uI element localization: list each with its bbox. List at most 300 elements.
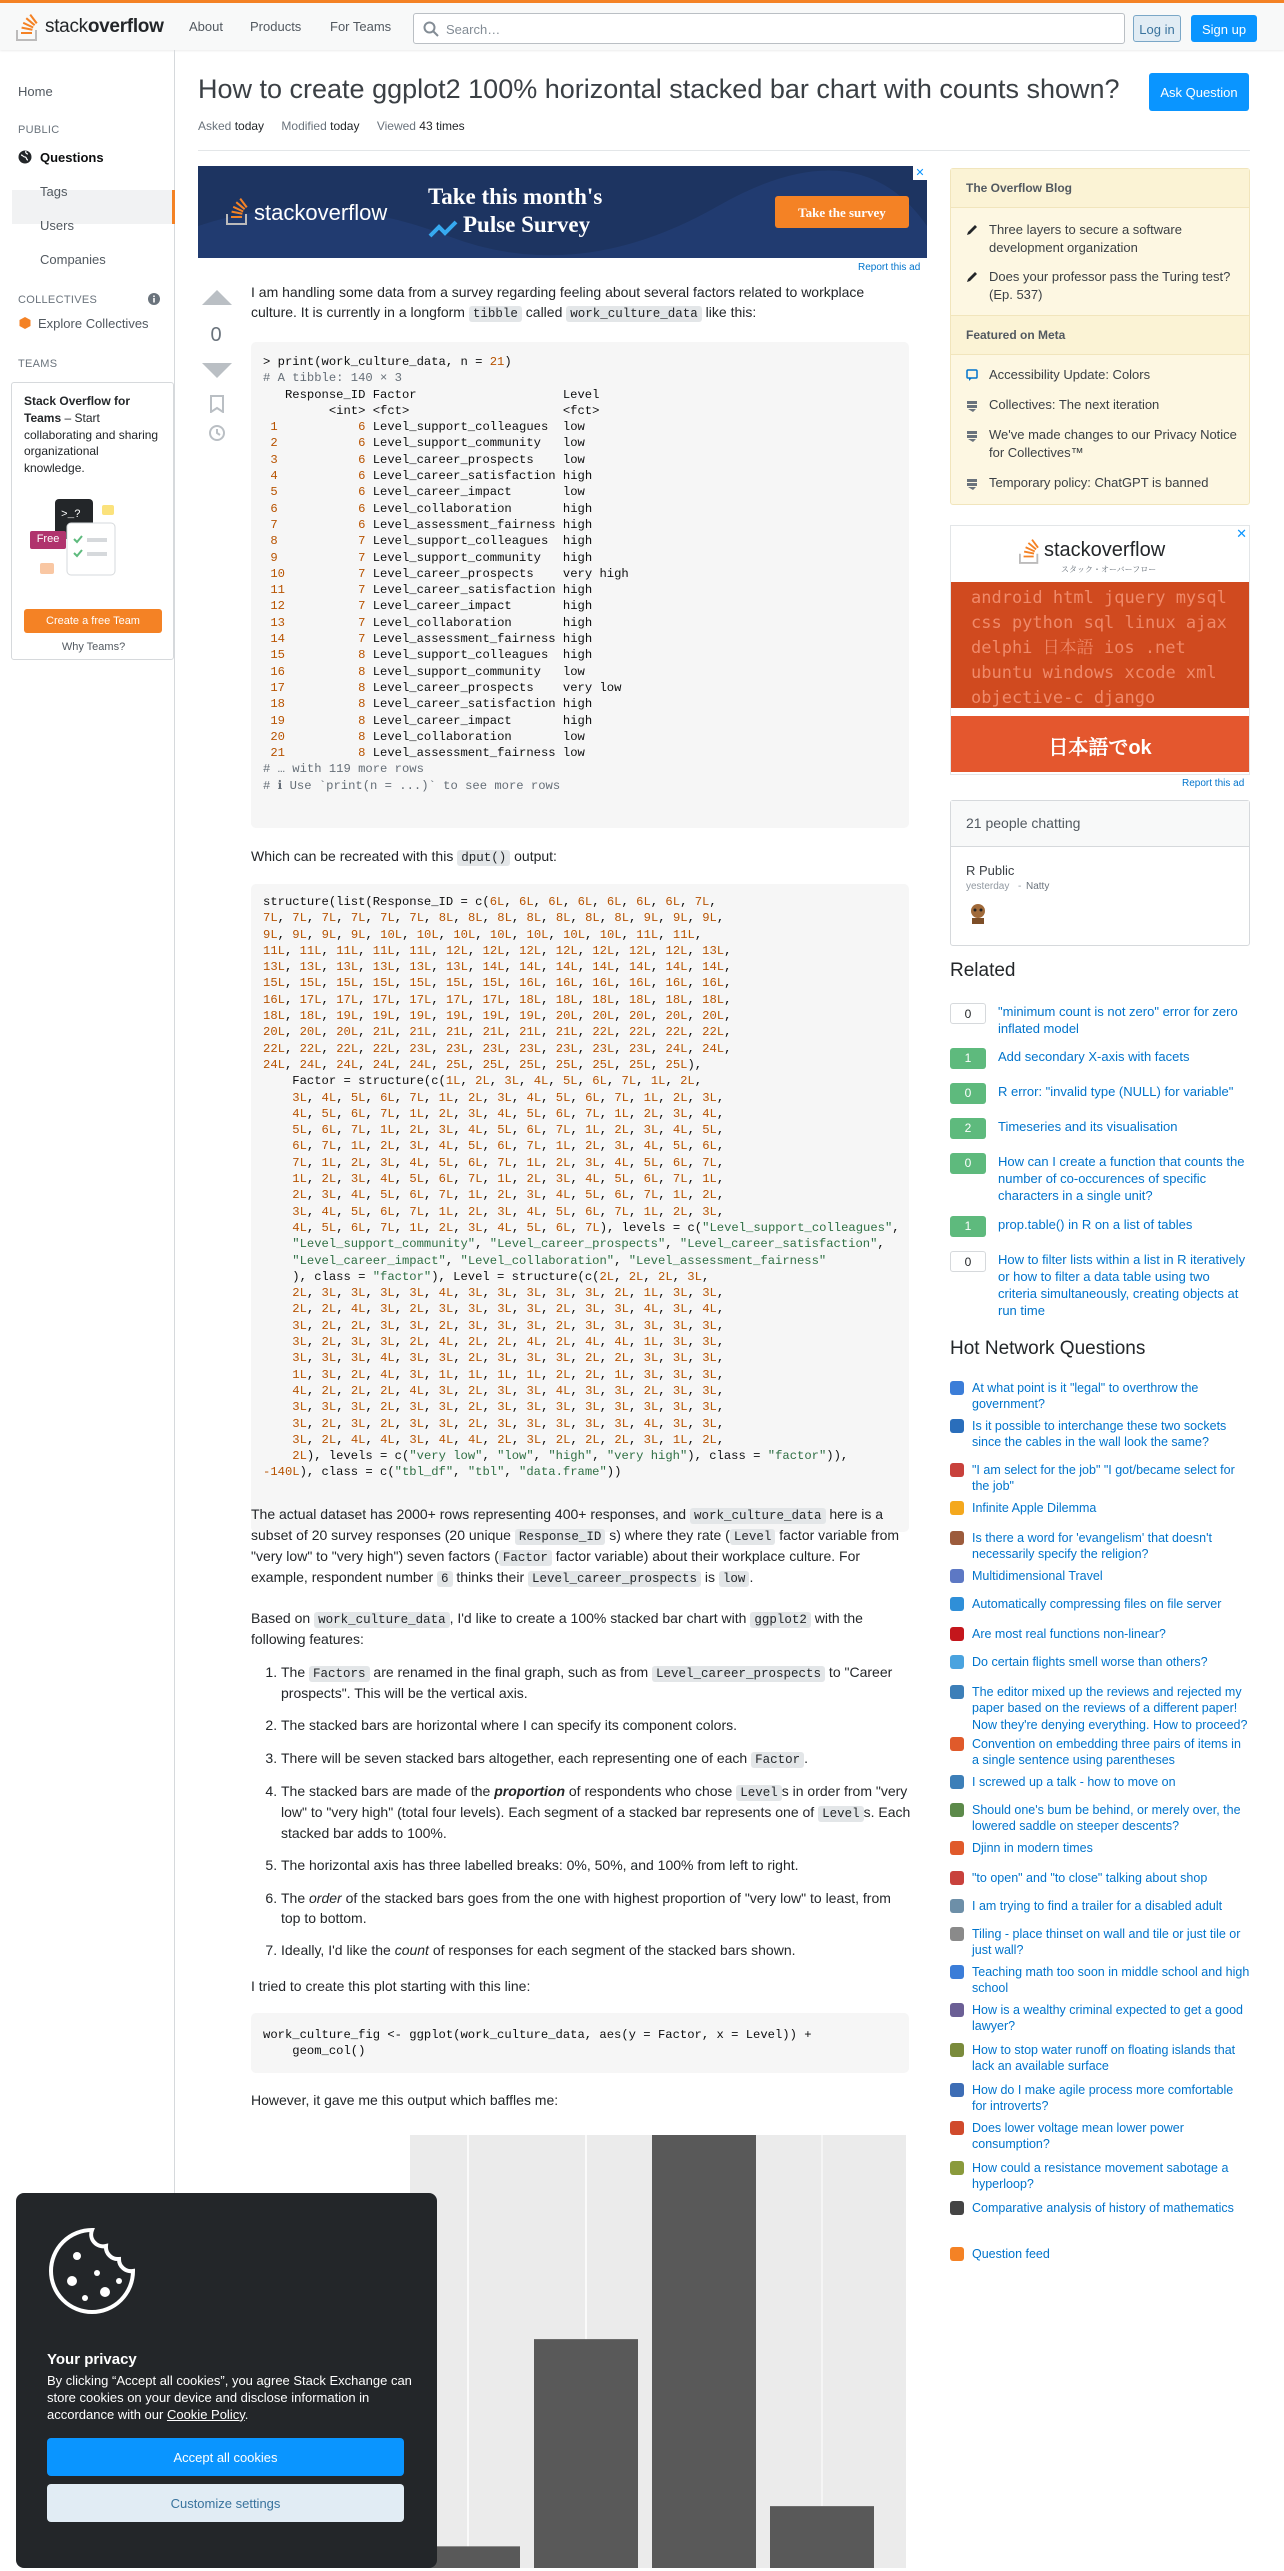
hot-question-link[interactable]: Djinn in modern times	[972, 1841, 1093, 1855]
code-line: "Level_support_community", "Level_career_prospects", "Level_career_satisfaction",	[292, 1237, 885, 1252]
code-line: 3L, 2L, 2L, 3L, 3L, 2L, 3L, 3L, 3L, 2L, 3L, 3L, 3L, 3L, 3L,	[292, 1318, 725, 1333]
customize-cookies-button[interactable]: Customize settings	[47, 2484, 404, 2522]
chat-when: yesterday	[966, 881, 1010, 892]
site-favicon-icon	[950, 2043, 964, 2057]
meta-item-4[interactable]: Temporary policy: ChatGPT is banned	[989, 475, 1209, 490]
row-factor: Level_support_community	[372, 664, 563, 679]
stackoverflow-logo-icon	[226, 196, 250, 226]
hot-question-link[interactable]: Is it possible to interchange these two sockets since the cables in the wall look the same?	[972, 1419, 1227, 1450]
row-id: 7	[284, 615, 366, 630]
viewed-label: Viewed	[376, 119, 416, 133]
row-index: 6	[263, 501, 285, 516]
answer-count-badge: 0	[950, 1251, 986, 1272]
site-favicon-icon	[950, 2121, 964, 2135]
row-index: 5	[263, 485, 285, 500]
hot-question-link[interactable]: Should one's bum be behind, or merely over, the lowered saddle on steeper descents?	[972, 1803, 1241, 1834]
post-paragraph-6: However, it gave me this output which baffles me:	[251, 2092, 559, 2108]
related-link[interactable]: prop.table() in R on a list of tables	[998, 1217, 1193, 1232]
row-id: 7	[284, 550, 366, 565]
vote-count: 0	[210, 324, 222, 346]
history-icon[interactable]	[208, 424, 226, 442]
row-factor: Level_support_colleagues	[372, 420, 563, 435]
question-title[interactable]: How to create ggplot2 100% horizontal stacked bar chart with counts shown?	[198, 74, 1120, 104]
row-index: 9	[263, 550, 285, 565]
row-index: 8	[263, 534, 285, 549]
inline-code: work_culture_data	[566, 306, 702, 322]
site-favicon-icon	[950, 1841, 964, 1855]
inline-code: tibble	[469, 306, 522, 322]
row-id: 8	[284, 713, 366, 728]
code-line: 15L, 15L, 15L, 15L, 15L, 15L, 15L, 16L, 16L, 16L, 16L, 16L, 16L,	[263, 976, 732, 991]
blog-item-2[interactable]: Does your professor pass the Turing test? (Ep. 537)	[989, 269, 1231, 302]
row-level: high	[562, 599, 593, 614]
list-item: 2. The stacked bars are horizontal where I can specify its component colors.	[281, 1715, 911, 1735]
row-id: 6	[284, 452, 366, 467]
nav-explore-collectives[interactable]: Explore Collectives	[38, 316, 149, 331]
search-placeholder: Search…	[446, 22, 501, 37]
post-paragraph-4: Based on work_culture_data , I'd like to create a 100% stacked bar chart with ggplot2 with the following features:	[251, 1610, 863, 1648]
row-index: 13	[263, 615, 285, 630]
stack-exchange-icon	[966, 429, 978, 442]
user-avatar-icon	[966, 901, 990, 925]
row-level: high	[562, 648, 593, 663]
chat-title[interactable]: 21 people chatting	[951, 801, 1249, 847]
row-id: 6	[284, 485, 366, 500]
ad-close-icon[interactable]: ✕	[1236, 526, 1247, 541]
post-paragraph-1: I am handling some data from a survey regarding feeling about several factors related to workplace culture. It is currently in a longform tibble called work_culture_data like this:	[251, 284, 865, 322]
login-button[interactable]: Log in	[1133, 15, 1181, 42]
row-factor: Level_collaboration	[372, 729, 563, 744]
chart-bar	[770, 2506, 874, 2568]
meta-item-2[interactable]: Collectives: The next iteration	[989, 397, 1160, 412]
row-level: high	[562, 534, 593, 549]
code-line: 3L, 2L, 4L, 4L, 3L, 4L, 4L, 2L, 3L, 2L, 2L, 2L, 3L, 1L, 2L,	[292, 1432, 725, 1447]
top-bar	[0, 0, 1284, 50]
bookmark-icon[interactable]	[210, 395, 224, 413]
site-favicon-icon	[950, 2201, 964, 2215]
hot-question-link[interactable]: Are most real functions non-linear?	[972, 1627, 1166, 1641]
side-ad-tag-line: android html jquery mysql	[971, 588, 1227, 608]
answer-count-badge: 0	[950, 1153, 986, 1174]
cookie-icon	[47, 2226, 137, 2316]
site-favicon-icon	[950, 1419, 964, 1433]
banner-survey-button[interactable]: Take the survey	[775, 196, 909, 228]
rss-icon	[950, 2247, 964, 2261]
pencil-icon	[966, 224, 978, 236]
code-line: 2L), levels = c("very low", "low", "high", "very high"), class = "factor")),	[292, 1449, 849, 1464]
blog-item-1[interactable]: Three layers to secure a software development organization	[989, 222, 1182, 255]
row-level: high	[562, 697, 593, 712]
row-id: 6	[284, 420, 366, 435]
hot-question-link[interactable]: Comparative analysis of history of mathematics	[972, 2201, 1234, 2215]
row-factor: Level_support_community	[372, 550, 563, 565]
code-line: 7L, 7L, 7L, 7L, 7L, 7L, 8L, 8L, 8L, 8L, 8L, 8L, 8L, 9L, 9L, 9L,	[263, 911, 725, 926]
row-level: low	[562, 485, 585, 500]
stack-exchange-icon	[966, 477, 978, 490]
side-ad-tag-line: css python sql linux ajax	[971, 613, 1227, 633]
site-favicon-icon	[950, 1737, 964, 1751]
trend-up-icon	[428, 218, 458, 240]
row-index: 4	[263, 469, 285, 484]
code-line: Factor = structure(c(1L, 2L, 3L, 4L, 5L, 6L, 7L, 1L, 2L,	[263, 1074, 703, 1089]
hot-question-link[interactable]: "to open" and "to close" talking about shop	[972, 1871, 1208, 1885]
row-index: 19	[263, 713, 285, 728]
answer-count-badge: 0	[950, 1083, 986, 1104]
code-line: 2L, 3L, 3L, 3L, 3L, 4L, 3L, 3L, 3L, 3L, 3L, 2L, 1L, 3L, 3L,	[292, 1286, 725, 1301]
nav-tags[interactable]: Tags	[40, 184, 68, 199]
answer-count-badge: 0	[950, 1003, 986, 1024]
site-favicon-icon	[950, 1965, 964, 1979]
overflow-blog-widget	[950, 168, 1250, 505]
question-feed-label[interactable]: Question feed	[972, 2247, 1050, 2261]
blog-heading: The Overflow Blog	[951, 169, 1249, 208]
banner-brand: stackoverflow	[254, 200, 388, 225]
hot-question-link[interactable]: How is a wealthy criminal expected to get a good lawyer?	[972, 2003, 1243, 2034]
side-ad-tag-line: ubuntu windows xcode xml	[971, 663, 1217, 683]
row-factor: Level_career_impact	[372, 599, 563, 614]
hot-question-link[interactable]: The editor mixed up the reviews and rejected my paper based on the reviews of a different paper! Now they're denying everything. How to proceed?	[972, 1685, 1248, 1732]
row-index: 14	[263, 632, 285, 647]
list-item: 3. There will be seven stacked bars altogether, each representing one of each Factor .	[281, 1748, 911, 1769]
row-id: 8	[284, 729, 366, 744]
row-level: high	[562, 517, 593, 532]
code-line: 1L, 2L, 3L, 4L, 5L, 6L, 7L, 1L, 2L, 3L, 4L, 5L, 6L, 7L, 1L,	[292, 1172, 725, 1187]
banner-ad[interactable]	[198, 166, 927, 258]
related-link[interactable]: "minimum count is not zero" error for zero inflated model	[998, 1004, 1238, 1036]
code-block-tibble: > print(work_culture_data, n = 21) # A tibble: 140 × 3 Response_ID Factor Level <int> <fct> <fct> 1 6 Level_support_colleagues low 2 6 Level_support_community low 3 6 Level_career_prospects low 4 6 Level_career_satisfaction high 5 6 Level_career_impact low 6 6 Level_collaboration high 7 6 Level_assessment_fairness high 8 7 Level_support_colleagues high 9 7 Level_support_community high 10 7 Level_career_prospects very high 11 7 Level_career_satisfaction high 12 7 Level_career_impact high 13 7 Level_collaboration high 14 7 Level_assessment_fairness high 15 8 Level_support_colleagues high 16 8 Level_support_community low 17 8 Level_career_prospects very low 18 8 Level_career_satisfaction high 19 8 Level_career_impact high 20 8 Level_collaboration low 21 8 Level_assessment_fairness low # … with 119 more rows # ℹ Use `print(n = ...)` to see more rows	[251, 342, 909, 828]
row-id: 7	[284, 583, 366, 598]
answer-count-badge: 1	[950, 1048, 986, 1069]
asked-value: today	[234, 119, 265, 133]
asked-label: Asked	[198, 119, 232, 133]
chat-room[interactable]: R Public	[966, 863, 1015, 878]
row-level: very high	[562, 566, 629, 581]
row-index: 10	[263, 566, 285, 581]
row-factor: Level_assessment_fairness	[372, 632, 563, 647]
code-line: 11L, 11L, 11L, 11L, 11L, 12L, 12L, 12L, 12L, 12L, 12L, 12L, 13L,	[263, 943, 732, 958]
related-link[interactable]: R error: "invalid type (NULL) for variable"	[998, 1084, 1234, 1099]
list-item: 7. Ideally, I'd like the count of responses for each segment of the stacked bars shown.	[281, 1940, 911, 1960]
list-item: 5. The horizontal axis has three labelled breaks: 0%, 50%, and 100% from left to right.	[281, 1855, 911, 1875]
site-favicon-icon	[950, 2003, 964, 2017]
code-line: 24L, 24L, 24L, 24L, 24L, 25L, 25L, 25L, 25L, 25L, 25L, 25L),	[263, 1057, 703, 1072]
code-line: 20L, 20L, 20L, 21L, 21L, 21L, 21L, 21L, 21L, 22L, 22L, 22L, 22L,	[263, 1025, 732, 1040]
hot-question-link[interactable]: Is there a word for 'evangelism' that doesn't necessarily specify the religion?	[972, 1531, 1212, 1562]
code-line: 2L, 3L, 4L, 5L, 6L, 7L, 1L, 2L, 3L, 4L, 5L, 6L, 7L, 1L, 2L,	[292, 1188, 725, 1203]
signup-button[interactable]: Sign up	[1191, 15, 1257, 42]
meta-item-3[interactable]: We've made changes to our Privacy Notice for Collectives™	[989, 427, 1237, 460]
logo-text: stackoverflow	[45, 16, 164, 37]
meta-item-1[interactable]: Accessibility Update: Colors	[989, 367, 1151, 382]
row-level: high	[562, 550, 593, 565]
hot-question-link[interactable]: How could a resistance movement sabotage a hyperloop?	[972, 2161, 1229, 2192]
search-input[interactable]	[413, 13, 1125, 44]
cookie-consent-dialog	[16, 2193, 437, 2568]
row-index: 20	[263, 729, 285, 744]
code-line: 2L, 2L, 4L, 3L, 2L, 3L, 3L, 3L, 3L, 2L, 3L, 3L, 4L, 3L, 4L,	[292, 1302, 725, 1317]
row-level: high	[562, 615, 593, 630]
code-block-ggplot: work_culture_fig <- ggplot(work_culture_data, aes(y = Factor, x = Level)) + geom_col()	[251, 2013, 909, 2073]
code-line: "Level_career_impact", "Level_collaboration", "Level_assessment_fairness"	[292, 1253, 827, 1268]
list-item: 1. The Factors are renamed in the final graph, such as from Level_career_prospects to "Career prospects". This will be the vertical axis.	[281, 1662, 911, 1703]
row-id: 8	[284, 697, 366, 712]
row-index: 12	[263, 599, 285, 614]
hot-question-link[interactable]: I screwed up a talk - how to move on	[972, 1775, 1176, 1789]
row-factor: Level_support_colleagues	[372, 534, 563, 549]
hot-question-link[interactable]: "I am select for the job" "I got/became select for the job"	[972, 1463, 1235, 1494]
row-level: low	[562, 452, 585, 467]
row-id: 6	[284, 501, 366, 516]
row-id: 6	[284, 517, 366, 532]
row-index: 15	[263, 648, 285, 663]
ad-close-icon[interactable]: ✕	[913, 166, 927, 180]
code-line: 3L, 4L, 5L, 6L, 7L, 1L, 2L, 3L, 4L, 5L, 6L, 7L, 1L, 2L, 3L,	[292, 1204, 725, 1219]
meta-heading: Featured on Meta	[951, 315, 1249, 355]
hot-question-link[interactable]: Tiling - place thinset on wall and tile or just tile or just wall?	[972, 1927, 1241, 1958]
row-index: 1	[263, 420, 285, 435]
cookie-text: By clicking “Accept all cookies”, you agree Stack Exchange can store cookies on your device and disclose information in accordance with our Cookie Policy.	[47, 2373, 412, 2422]
hot-question-link[interactable]: Automatically compressing files on file server	[972, 1597, 1222, 1611]
accept-cookies-button[interactable]: Accept all cookies	[47, 2438, 404, 2476]
stackoverflow-logo-icon	[16, 13, 40, 41]
code-line: 5L, 6L, 7L, 1L, 2L, 3L, 4L, 5L, 6L, 7L, 1L, 2L, 3L, 4L, 5L,	[292, 1123, 725, 1138]
row-id: 7	[284, 599, 366, 614]
code-line: 4L, 5L, 6L, 7L, 1L, 2L, 3L, 4L, 5L, 6L, 7L), levels = c("Level_support_colleagues",	[292, 1220, 900, 1235]
nav-home[interactable]: Home	[18, 84, 53, 99]
hot-question-link[interactable]: Does lower voltage mean lower power consumption?	[972, 2121, 1184, 2152]
hot-question-link[interactable]: I am trying to find a trailer for a disabled adult	[972, 1899, 1223, 1913]
side-ad-tags-panel	[951, 582, 1249, 708]
code-line: 3L, 3L, 3L, 2L, 3L, 3L, 2L, 3L, 3L, 3L, 3L, 3L, 3L, 3L, 3L,	[292, 1400, 725, 1415]
row-index: 7	[263, 517, 285, 532]
post-paragraph-3: The actual dataset has 2000+ rows representing 400+ responses, and work_culture_data here is a subset of 20 survey responses (20 unique Response_ID s) where they rate ( Level factor variable from "very low" to "very high") seven factors ( Factor factor variable) about their workplace culture. For example, respondent number 6 thinks their Level_career_prospects is low .	[251, 1506, 900, 1587]
row-id: 6	[284, 469, 366, 484]
row-index: 2	[263, 436, 285, 451]
row-id: 6	[284, 436, 366, 451]
hot-question-link[interactable]: How to stop water runoff on floating islands that lack an available surface	[972, 2043, 1236, 2074]
ggplot-output-chart	[410, 2135, 906, 2568]
side-ad-subtitle: スタック・オーバーフロー	[1061, 565, 1157, 574]
row-factor: Level_support_community	[372, 436, 563, 451]
row-level: very low	[562, 680, 622, 695]
nav-users[interactable]: Users	[40, 218, 74, 233]
site-favicon-icon	[950, 1569, 964, 1583]
row-index: 17	[263, 680, 285, 695]
code-line: 16L, 17L, 17L, 17L, 17L, 17L, 17L, 18L, 18L, 18L, 18L, 18L, 18L,	[263, 992, 732, 1007]
row-factor: Level_assessment_fairness	[372, 746, 563, 761]
code-line: -140L), class = c("tbl_df", "tbl", "data.frame"))	[263, 1465, 622, 1480]
row-level: high	[562, 632, 593, 647]
create-team-button[interactable]: Create a free Team	[24, 609, 162, 633]
nav-questions[interactable]: Questions	[40, 150, 104, 165]
row-id: 7	[284, 566, 366, 581]
row-id: 8	[284, 664, 366, 679]
chat-bubble-icon	[966, 369, 978, 382]
site-favicon-icon	[950, 1899, 964, 1913]
chart-bar	[652, 2135, 756, 2568]
svg-text:>_?: >_?	[61, 509, 81, 521]
code-line: 18L, 18L, 19L, 19L, 19L, 19L, 19L, 19L, 20L, 20L, 20L, 20L, 20L,	[263, 1009, 732, 1024]
side-ad-cta[interactable]: 日本語でok	[951, 716, 1249, 772]
code-line: 7L, 1L, 2L, 3L, 4L, 5L, 6L, 7L, 1L, 2L, 3L, 4L, 5L, 6L, 7L,	[292, 1155, 725, 1170]
pencil-icon	[966, 271, 978, 283]
hot-question-link[interactable]: Do certain flights smell worse than others?	[972, 1655, 1208, 1669]
row-index: 3	[263, 452, 285, 467]
row-level: low	[562, 664, 585, 679]
code-line: 22L, 22L, 22L, 22L, 23L, 23L, 23L, 23L, 23L, 23L, 23L, 24L, 24L,	[263, 1041, 732, 1056]
hot-question-link[interactable]: At what point is it "legal" to overthrow the government?	[972, 1381, 1199, 1412]
chart-bar	[534, 2339, 638, 2568]
site-favicon-icon	[950, 1627, 964, 1641]
feature-list	[251, 1662, 911, 1973]
row-factor: Level_collaboration	[372, 615, 563, 630]
site-favicon-icon	[950, 1685, 964, 1699]
row-factor: Level_career_impact	[372, 485, 563, 500]
code-line: 3L, 2L, 3L, 2L, 3L, 3L, 2L, 3L, 3L, 3L, 3L, 3L, 4L, 3L, 3L,	[292, 1416, 725, 1431]
search-icon	[423, 21, 439, 37]
nav-questions-active[interactable]	[12, 190, 175, 224]
site-favicon-icon	[950, 1927, 964, 1941]
stack-exchange-icon	[966, 399, 978, 412]
report-ad-link[interactable]: Report this ad	[858, 262, 921, 273]
code-line: 4L, 5L, 6L, 7L, 1L, 2L, 3L, 4L, 5L, 6L, 7L, 1L, 2L, 3L, 4L,	[292, 1106, 725, 1121]
teams-heading: TEAMS	[18, 358, 58, 370]
hot-question-link[interactable]: Convention on embedding three pairs of items in a single sentence using parentheses	[972, 1737, 1241, 1768]
nav-about[interactable]: About	[189, 19, 223, 34]
row-level: high	[562, 583, 593, 598]
teams-promo	[11, 382, 174, 660]
site-favicon-icon	[950, 1463, 964, 1477]
row-factor: Level_career_satisfaction	[372, 583, 563, 598]
nav-companies[interactable]: Companies	[40, 252, 106, 267]
downvote-icon[interactable]	[200, 362, 234, 380]
row-id: 8	[284, 680, 366, 695]
code-line: ), class = "factor"), Level = structure(c(2L, 2L, 2L, 3L,	[263, 1269, 710, 1284]
code-line: 3L, 2L, 3L, 3L, 2L, 4L, 2L, 2L, 4L, 2L, 4L, 4L, 1L, 3L, 3L,	[292, 1335, 725, 1350]
list-item: 4. The stacked bars are made of the proportion of respondents who chose Level s in order from "very low" to "very high" (total four levels). Each segment of a stacked bar represents one of Level s. Each stacked bar adds to 100%.	[281, 1781, 911, 1844]
code-line: 13L, 13L, 13L, 13L, 13L, 13L, 14L, 14L, 14L, 14L, 14L, 14L, 14L,	[263, 960, 732, 975]
row-factor: Level_career_prospects	[372, 452, 563, 467]
answer-count-badge: 1	[950, 1216, 986, 1237]
cookie-title: Your privacy	[47, 2351, 137, 2368]
site-favicon-icon	[950, 1381, 964, 1395]
teams-promo-text: Stack Overflow for Teams – Start collaborating and sharing organizational knowledge.	[24, 394, 159, 476]
site-favicon-icon	[950, 2083, 964, 2097]
row-id: 7	[284, 632, 366, 647]
code-line: 1L, 3L, 2L, 4L, 3L, 1L, 1L, 1L, 1L, 2L, 2L, 1L, 3L, 3L, 3L,	[292, 1367, 725, 1382]
row-level: high	[562, 469, 593, 484]
cookie-policy-link[interactable]: Cookie Policy	[166, 2406, 245, 2422]
banner-headline-1: Take this month's	[428, 184, 603, 209]
chat-user: Natty	[1026, 881, 1050, 892]
list-item: 6. The order of the stacked bars goes from the one with highest proportion of "very low" to least, from top to bottom.	[281, 1888, 911, 1929]
site-logo[interactable]	[16, 13, 164, 41]
site-favicon-icon	[950, 1597, 964, 1611]
row-id: 7	[284, 534, 366, 549]
nav-products[interactable]: Products	[250, 19, 302, 34]
row-factor: Level_career_satisfaction	[372, 469, 563, 484]
row-index: 21	[263, 746, 285, 761]
collectives-icon	[18, 316, 32, 330]
modified-label: Modified	[281, 119, 327, 133]
site-favicon-icon	[950, 1655, 964, 1669]
row-factor: Level_assessment_fairness	[372, 517, 563, 532]
hot-question-link[interactable]: How do I make agile process more comfortable for introverts?	[972, 2083, 1234, 2114]
collectives-heading: COLLECTIVES	[18, 294, 98, 306]
row-factor: Level_career_impact	[372, 713, 563, 728]
site-favicon-icon	[950, 1501, 964, 1515]
row-level: low	[562, 746, 585, 761]
modified-value: today	[330, 119, 360, 133]
related-link[interactable]: How to filter lists within a list in R iteratively or how to filter a data table using two criteria simultaneously, creating objects at run time	[998, 1252, 1246, 1318]
site-favicon-icon	[950, 1803, 964, 1817]
code-block-dput	[251, 884, 909, 1532]
code-line: 3L, 4L, 5L, 6L, 7L, 1L, 2L, 3L, 4L, 5L, 6L, 7L, 1L, 2L, 3L,	[292, 1090, 725, 1105]
side-ad-tag-line: delphi 日本語 ios .net	[971, 638, 1186, 658]
row-factor: Level_support_colleagues	[372, 648, 563, 663]
hot-question-link[interactable]: Infinite Apple Dilemma	[972, 1501, 1097, 1515]
row-level: low	[562, 729, 585, 744]
report-ad-link[interactable]: Report this ad	[1182, 778, 1245, 789]
code-line: 3L, 3L, 3L, 4L, 3L, 3L, 2L, 3L, 3L, 3L, 2L, 2L, 3L, 3L, 3L,	[292, 1351, 725, 1366]
related-link[interactable]: Timeseries and its visualisation	[998, 1119, 1178, 1134]
code-line: 6L, 7L, 1L, 2L, 3L, 4L, 5L, 6L, 7L, 1L, 2L, 3L, 4L, 5L, 6L,	[292, 1139, 725, 1154]
hot-question-link[interactable]: Teaching math too soon in middle school and high school	[972, 1965, 1250, 1996]
related-link[interactable]: Add secondary X-axis with facets	[998, 1049, 1190, 1064]
stackoverflow-logo-icon	[1019, 538, 1041, 564]
side-ad-tag-line: objective-c django	[971, 688, 1156, 708]
code-line: 4L, 2L, 2L, 2L, 4L, 3L, 2L, 3L, 3L, 4L, 3L, 3L, 2L, 3L, 3L,	[292, 1383, 725, 1398]
row-level: low	[562, 420, 585, 435]
question-meta	[198, 119, 479, 133]
chat-widget	[950, 800, 1250, 946]
site-favicon-icon	[950, 1871, 964, 1885]
related-heading: Related	[950, 960, 1016, 981]
globe-icon	[18, 150, 32, 164]
row-level: high	[562, 713, 593, 728]
info-icon	[148, 293, 160, 305]
site-favicon-icon	[950, 2161, 964, 2175]
site-favicon-icon	[950, 1531, 964, 1545]
side-ad-brand: stackoverflow	[1044, 539, 1166, 561]
row-level: high	[562, 501, 593, 516]
side-ad[interactable]	[950, 525, 1250, 775]
row-level: low	[562, 436, 585, 451]
hot-question-link[interactable]: Multidimensional Travel	[972, 1569, 1103, 1583]
public-heading: PUBLIC	[18, 124, 60, 136]
why-teams-link[interactable]: Why Teams?	[61, 641, 126, 653]
upvote-icon[interactable]	[200, 288, 234, 306]
viewed-value: 43 times	[419, 119, 465, 133]
site-favicon-icon	[950, 1775, 964, 1789]
answer-count-badge: 2	[950, 1118, 986, 1139]
row-index: 18	[263, 697, 285, 712]
row-factor: Level_career_prospects	[372, 680, 563, 695]
row-factor: Level_collaboration	[372, 501, 563, 516]
inline-code: dput()	[457, 850, 510, 866]
chat-dot: -	[1018, 881, 1022, 892]
row-factor: Level_career_prospects	[372, 566, 563, 581]
row-index: 11	[263, 583, 285, 598]
ask-question-button[interactable]: Ask Question	[1149, 73, 1249, 111]
divider	[198, 150, 1250, 151]
nav-for-teams[interactable]: For Teams	[330, 19, 392, 34]
related-link[interactable]: How can I create a function that counts the number of co-occurences of specific characters in a single unit?	[998, 1154, 1245, 1203]
chart-svg	[410, 2135, 906, 2568]
row-id: 8	[284, 648, 366, 663]
code-line: structure(list(Response_ID = c(6L, 6L, 6L, 6L, 6L, 6L, 6L, 7L,	[263, 895, 717, 909]
hnq-heading: Hot Network Questions	[950, 1338, 1146, 1359]
